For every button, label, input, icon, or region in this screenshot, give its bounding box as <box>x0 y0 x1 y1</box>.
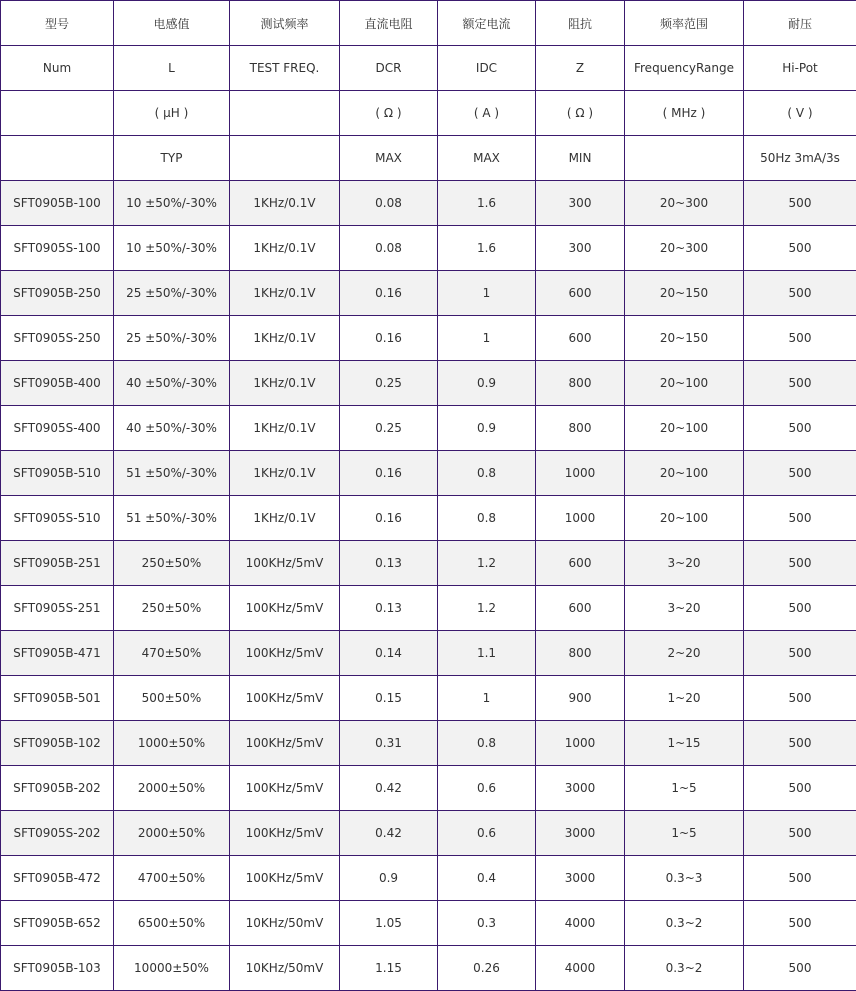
idc-cell: 1 <box>438 316 536 361</box>
frequency-range-cell: 20~100 <box>625 361 744 406</box>
dcr-cell: 1.05 <box>340 901 438 946</box>
part-number-cell: SFT0905B-103 <box>1 946 114 991</box>
inductance-cell: 250±50% <box>114 586 230 631</box>
part-number-cell: SFT0905B-400 <box>1 361 114 406</box>
hipot-cell: 500 <box>744 451 856 496</box>
hipot-cell: 500 <box>744 496 856 541</box>
frequency-range-cell: 1~15 <box>625 721 744 766</box>
hipot-cell: 500 <box>744 586 856 631</box>
dcr-cell: 0.42 <box>340 766 438 811</box>
impedance-cell: 3000 <box>536 856 625 901</box>
test-frequency-cell: 100KHz/5mV <box>230 811 340 856</box>
test-frequency-cell: 1KHz/0.1V <box>230 406 340 451</box>
impedance-cell: 600 <box>536 586 625 631</box>
impedance-cell: 1000 <box>536 451 625 496</box>
test-frequency-cell: 1KHz/0.1V <box>230 181 340 226</box>
table-row <box>1 676 856 721</box>
header-cell: 阻抗 <box>536 1 625 46</box>
header-cell: ( V ) <box>744 91 856 136</box>
test-frequency-cell: 100KHz/5mV <box>230 721 340 766</box>
idc-cell: 0.9 <box>438 361 536 406</box>
impedance-cell: 300 <box>536 181 625 226</box>
impedance-cell: 1000 <box>536 496 625 541</box>
table-row <box>1 541 856 586</box>
table-row <box>1 856 856 901</box>
frequency-range-cell: 1~5 <box>625 811 744 856</box>
impedance-cell: 600 <box>536 271 625 316</box>
hipot-cell: 500 <box>744 361 856 406</box>
impedance-cell: 300 <box>536 226 625 271</box>
hipot-cell: 500 <box>744 901 856 946</box>
part-number-cell: SFT0905B-100 <box>1 181 114 226</box>
header-cell <box>1 136 114 181</box>
header-row-english-labels <box>1 46 856 91</box>
frequency-range-cell: 0.3~3 <box>625 856 744 901</box>
frequency-range-cell: 20~100 <box>625 451 744 496</box>
header-cell <box>230 136 340 181</box>
part-number-cell: SFT0905S-250 <box>1 316 114 361</box>
idc-cell: 0.4 <box>438 856 536 901</box>
frequency-range-cell: 0.3~2 <box>625 901 744 946</box>
test-frequency-cell: 100KHz/5mV <box>230 541 340 586</box>
header-cell: MIN <box>536 136 625 181</box>
inductance-cell: 10 ±50%/-30% <box>114 226 230 271</box>
table-row <box>1 496 856 541</box>
header-cell: Hi-Pot <box>744 46 856 91</box>
inductance-cell: 4700±50% <box>114 856 230 901</box>
frequency-range-cell: 1~5 <box>625 766 744 811</box>
table-row <box>1 406 856 451</box>
part-number-cell: SFT0905B-251 <box>1 541 114 586</box>
frequency-range-cell: 1~20 <box>625 676 744 721</box>
dcr-cell: 0.25 <box>340 361 438 406</box>
test-frequency-cell: 10KHz/50mV <box>230 946 340 991</box>
idc-cell: 0.6 <box>438 811 536 856</box>
test-frequency-cell: 1KHz/0.1V <box>230 271 340 316</box>
test-frequency-cell: 100KHz/5mV <box>230 586 340 631</box>
header-cell: TEST FREQ. <box>230 46 340 91</box>
table-row <box>1 181 856 226</box>
test-frequency-cell: 1KHz/0.1V <box>230 496 340 541</box>
header-cell: MAX <box>438 136 536 181</box>
table-row <box>1 901 856 946</box>
part-number-cell: SFT0905B-250 <box>1 271 114 316</box>
idc-cell: 1.2 <box>438 541 536 586</box>
impedance-cell: 900 <box>536 676 625 721</box>
header-cell: MAX <box>340 136 438 181</box>
frequency-range-cell: 20~150 <box>625 271 744 316</box>
table-row <box>1 631 856 676</box>
impedance-cell: 1000 <box>536 721 625 766</box>
impedance-cell: 800 <box>536 631 625 676</box>
dcr-cell: 0.14 <box>340 631 438 676</box>
header-cell <box>230 91 340 136</box>
hipot-cell: 500 <box>744 856 856 901</box>
dcr-cell: 0.15 <box>340 676 438 721</box>
hipot-cell: 500 <box>744 676 856 721</box>
frequency-range-cell: 20~300 <box>625 181 744 226</box>
part-number-cell: SFT0905S-100 <box>1 226 114 271</box>
part-number-cell: SFT0905B-102 <box>1 721 114 766</box>
frequency-range-cell: 2~20 <box>625 631 744 676</box>
header-cell: 频率范围 <box>625 1 744 46</box>
inductance-cell: 250±50% <box>114 541 230 586</box>
header-cell: Z <box>536 46 625 91</box>
impedance-cell: 600 <box>536 541 625 586</box>
impedance-cell: 4000 <box>536 946 625 991</box>
inductance-cell: 51 ±50%/-30% <box>114 496 230 541</box>
idc-cell: 0.8 <box>438 721 536 766</box>
header-cell: 耐压 <box>744 1 856 46</box>
header-cell <box>625 136 744 181</box>
header-cell: 电感值 <box>114 1 230 46</box>
header-cell: DCR <box>340 46 438 91</box>
idc-cell: 1.6 <box>438 226 536 271</box>
idc-cell: 1.1 <box>438 631 536 676</box>
hipot-cell: 500 <box>744 541 856 586</box>
dcr-cell: 1.15 <box>340 946 438 991</box>
dcr-cell: 0.42 <box>340 811 438 856</box>
frequency-range-cell: 20~150 <box>625 316 744 361</box>
idc-cell: 1.2 <box>438 586 536 631</box>
part-number-cell: SFT0905B-202 <box>1 766 114 811</box>
header-cell: ( Ω ) <box>536 91 625 136</box>
hipot-cell: 500 <box>744 721 856 766</box>
header-cell: IDC <box>438 46 536 91</box>
dcr-cell: 0.13 <box>340 586 438 631</box>
impedance-cell: 3000 <box>536 766 625 811</box>
hipot-cell: 500 <box>744 226 856 271</box>
impedance-cell: 3000 <box>536 811 625 856</box>
part-number-cell: SFT0905S-510 <box>1 496 114 541</box>
table-row <box>1 586 856 631</box>
hipot-cell: 500 <box>744 631 856 676</box>
inductance-cell: 6500±50% <box>114 901 230 946</box>
frequency-range-cell: 3~20 <box>625 586 744 631</box>
test-frequency-cell: 1KHz/0.1V <box>230 451 340 496</box>
test-frequency-cell: 1KHz/0.1V <box>230 361 340 406</box>
hipot-cell: 500 <box>744 271 856 316</box>
hipot-cell: 500 <box>744 946 856 991</box>
dcr-cell: 0.31 <box>340 721 438 766</box>
header-cell: 额定电流 <box>438 1 536 46</box>
impedance-cell: 4000 <box>536 901 625 946</box>
header-row-chinese-labels <box>1 1 856 46</box>
header-cell: 50Hz 3mA/3s <box>744 136 856 181</box>
header-cell: 测试频率 <box>230 1 340 46</box>
inductance-cell: 1000±50% <box>114 721 230 766</box>
dcr-cell: 0.08 <box>340 226 438 271</box>
inductance-cell: 10 ±50%/-30% <box>114 181 230 226</box>
inductance-cell: 470±50% <box>114 631 230 676</box>
table-row <box>1 361 856 406</box>
header-cell: 直流电阻 <box>340 1 438 46</box>
table-row <box>1 226 856 271</box>
frequency-range-cell: 20~300 <box>625 226 744 271</box>
part-number-cell: SFT0905B-472 <box>1 856 114 901</box>
test-frequency-cell: 100KHz/5mV <box>230 676 340 721</box>
dcr-cell: 0.16 <box>340 451 438 496</box>
hipot-cell: 500 <box>744 406 856 451</box>
idc-cell: 1 <box>438 271 536 316</box>
table-row <box>1 721 856 766</box>
hipot-cell: 500 <box>744 766 856 811</box>
table-row <box>1 766 856 811</box>
header-cell: 型号 <box>1 1 114 46</box>
idc-cell: 1 <box>438 676 536 721</box>
part-number-cell: SFT0905B-652 <box>1 901 114 946</box>
part-number-cell: SFT0905S-400 <box>1 406 114 451</box>
idc-cell: 0.3 <box>438 901 536 946</box>
header-cell: ( MHz ) <box>625 91 744 136</box>
dcr-cell: 0.25 <box>340 406 438 451</box>
dcr-cell: 0.13 <box>340 541 438 586</box>
header-row-qualifiers <box>1 136 856 181</box>
dcr-cell: 0.16 <box>340 496 438 541</box>
header-row-units <box>1 91 856 136</box>
part-number-cell: SFT0905B-510 <box>1 451 114 496</box>
header-cell <box>1 91 114 136</box>
dcr-cell: 0.16 <box>340 316 438 361</box>
header-cell: ( A ) <box>438 91 536 136</box>
hipot-cell: 500 <box>744 181 856 226</box>
frequency-range-cell: 3~20 <box>625 541 744 586</box>
part-number-cell: SFT0905B-471 <box>1 631 114 676</box>
table-row <box>1 271 856 316</box>
inductance-cell: 2000±50% <box>114 766 230 811</box>
header-cell: L <box>114 46 230 91</box>
header-cell: ( μH ) <box>114 91 230 136</box>
hipot-cell: 500 <box>744 316 856 361</box>
part-number-cell: SFT0905S-251 <box>1 586 114 631</box>
impedance-cell: 800 <box>536 406 625 451</box>
table-row <box>1 811 856 856</box>
table-row <box>1 316 856 361</box>
header-cell: FrequencyRange <box>625 46 744 91</box>
table-row <box>1 451 856 496</box>
frequency-range-cell: 0.3~2 <box>625 946 744 991</box>
impedance-cell: 600 <box>536 316 625 361</box>
idc-cell: 0.26 <box>438 946 536 991</box>
part-number-cell: SFT0905S-202 <box>1 811 114 856</box>
test-frequency-cell: 1KHz/0.1V <box>230 226 340 271</box>
frequency-range-cell: 20~100 <box>625 496 744 541</box>
idc-cell: 0.9 <box>438 406 536 451</box>
inductance-cell: 25 ±50%/-30% <box>114 316 230 361</box>
impedance-cell: 800 <box>536 361 625 406</box>
test-frequency-cell: 10KHz/50mV <box>230 901 340 946</box>
inductance-cell: 40 ±50%/-30% <box>114 361 230 406</box>
idc-cell: 0.6 <box>438 766 536 811</box>
inductance-cell: 40 ±50%/-30% <box>114 406 230 451</box>
test-frequency-cell: 100KHz/5mV <box>230 631 340 676</box>
inductance-cell: 51 ±50%/-30% <box>114 451 230 496</box>
inductance-cell: 25 ±50%/-30% <box>114 271 230 316</box>
hipot-cell: 500 <box>744 811 856 856</box>
header-cell: Num <box>1 46 114 91</box>
part-number-cell: SFT0905B-501 <box>1 676 114 721</box>
dcr-cell: 0.9 <box>340 856 438 901</box>
test-frequency-cell: 1KHz/0.1V <box>230 316 340 361</box>
idc-cell: 0.8 <box>438 451 536 496</box>
inductance-cell: 10000±50% <box>114 946 230 991</box>
test-frequency-cell: 100KHz/5mV <box>230 856 340 901</box>
idc-cell: 0.8 <box>438 496 536 541</box>
frequency-range-cell: 20~100 <box>625 406 744 451</box>
inductance-cell: 500±50% <box>114 676 230 721</box>
dcr-cell: 0.16 <box>340 271 438 316</box>
idc-cell: 1.6 <box>438 181 536 226</box>
test-frequency-cell: 100KHz/5mV <box>230 766 340 811</box>
table-row <box>1 946 856 991</box>
dcr-cell: 0.08 <box>340 181 438 226</box>
inductance-cell: 2000±50% <box>114 811 230 856</box>
header-cell: TYP <box>114 136 230 181</box>
header-cell: ( Ω ) <box>340 91 438 136</box>
